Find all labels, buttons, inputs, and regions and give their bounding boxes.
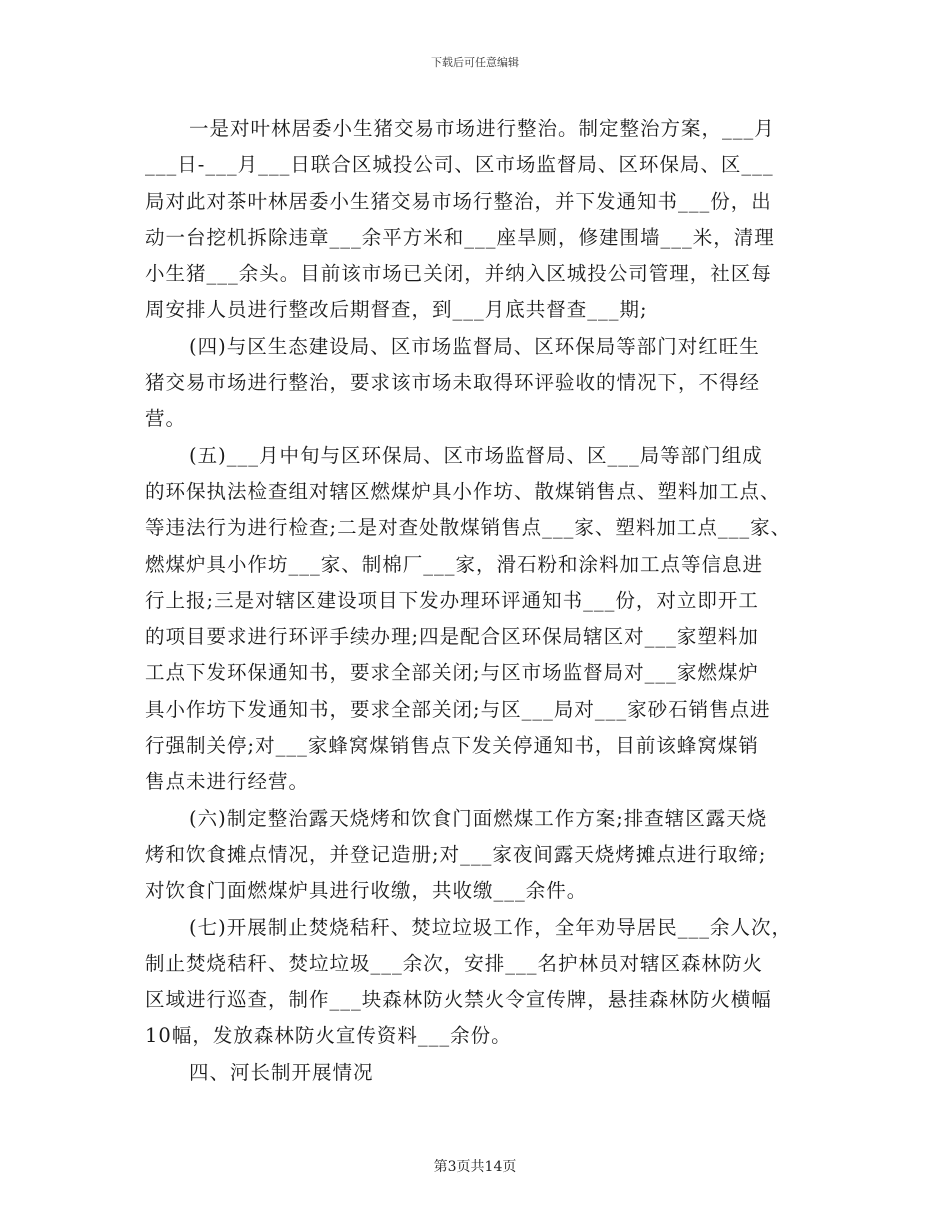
text-line: 四、河长制开展情况	[189, 1060, 374, 1084]
text-line: 小生猪___余头。目前该市场已关闭，并纳入区城投公司管理，社区每	[145, 262, 772, 286]
text-line: 10幅，发放森林防火宣传资料___余份。	[145, 1024, 512, 1048]
text-line: 一是对叶林居委小生猪交易市场进行整治。制定整治方案，___月	[189, 117, 775, 140]
text-line: 对饮食门面燃煤炉具进行收缴，共收缴___余件。	[145, 879, 588, 903]
text-line: (四)与区生态建设局、区市场监督局、区环保局等部门对红旺生	[189, 334, 760, 358]
text-line: (七)开展制止焚烧秸秆、焚垃垃圾工作，全年劝导居民___余人次，	[189, 915, 792, 939]
text-line: 的项目要求进行环评手续办理;四是配合区环保局辖区对___家塑料加	[145, 625, 759, 649]
text-line: 动一台挖机拆除违章___余平方米和___座旱厕，修建围墙___米，清理	[145, 225, 775, 249]
text-line: (六)制定整治露天烧烤和饮食门面燃煤工作方案;排查辖区露天烧	[189, 806, 768, 830]
text-line: ___日-___月___日联合区城投公司、区市场监督局、区环保局、区___	[145, 153, 774, 177]
text-line: 行上报;三是对辖区建设项目下发办理环评通知书___份，对立即开工	[145, 588, 759, 612]
text-line: 具小作坊下发通知书，要求全部关闭;与区___局对___家砂石销售点进	[145, 697, 771, 721]
text-line: 等违法行为进行检查;二是对查处散煤销售点___家、塑料加工点___家、	[145, 516, 792, 540]
text-line: (五)___月中旬与区环保局、区市场监督局、区___局等部门组成	[189, 443, 763, 467]
document-body	[145, 111, 805, 1091]
text-line: 行强制关停;对___家蜂窝煤销售点下发关停通知书，目前该蜂窝煤销	[145, 734, 759, 758]
text-line: 营。	[145, 407, 187, 431]
page-footer: 第3页共14页	[433, 1159, 517, 1175]
text-line: 周安排人员进行整改后期督查，到___月底共督查___期;	[145, 298, 648, 322]
text-line: 区域进行巡查，制作___块森林防火禁火令宣传牌，悬挂森林防火横幅	[145, 988, 772, 1012]
text-line: 制止焚烧秸秆、焚垃垃圾___余次，安排___名护林员对辖区森林防火	[145, 951, 764, 975]
text-line: 局对此对茶叶林居委小生猪交易市场行整治，并下发通知书___份，出	[145, 189, 772, 213]
text-line: 的环保执法检查组对辖区燃煤炉具小作坊、散煤销售点、塑料加工点、	[145, 479, 781, 503]
text-line: 猪交易市场进行整治，要求该市场未取得环评验收的情况下，不得经	[145, 371, 761, 395]
text-line: 燃煤炉具小作坊___家、制棉厂___家，滑石粉和涂料加工点等信息进	[145, 552, 764, 576]
text-line: 工点下发环保通知书，要求全部关闭;与区市场监督局对___家燃煤炉	[145, 661, 759, 685]
text-line: 烤和饮食摊点情况，并登记造册;对___家夜间露天烧烤摊点进行取缔;	[145, 842, 767, 866]
page-header: 下载后可任意编辑	[431, 56, 519, 69]
text-line: 售点未进行经营。	[145, 770, 310, 794]
